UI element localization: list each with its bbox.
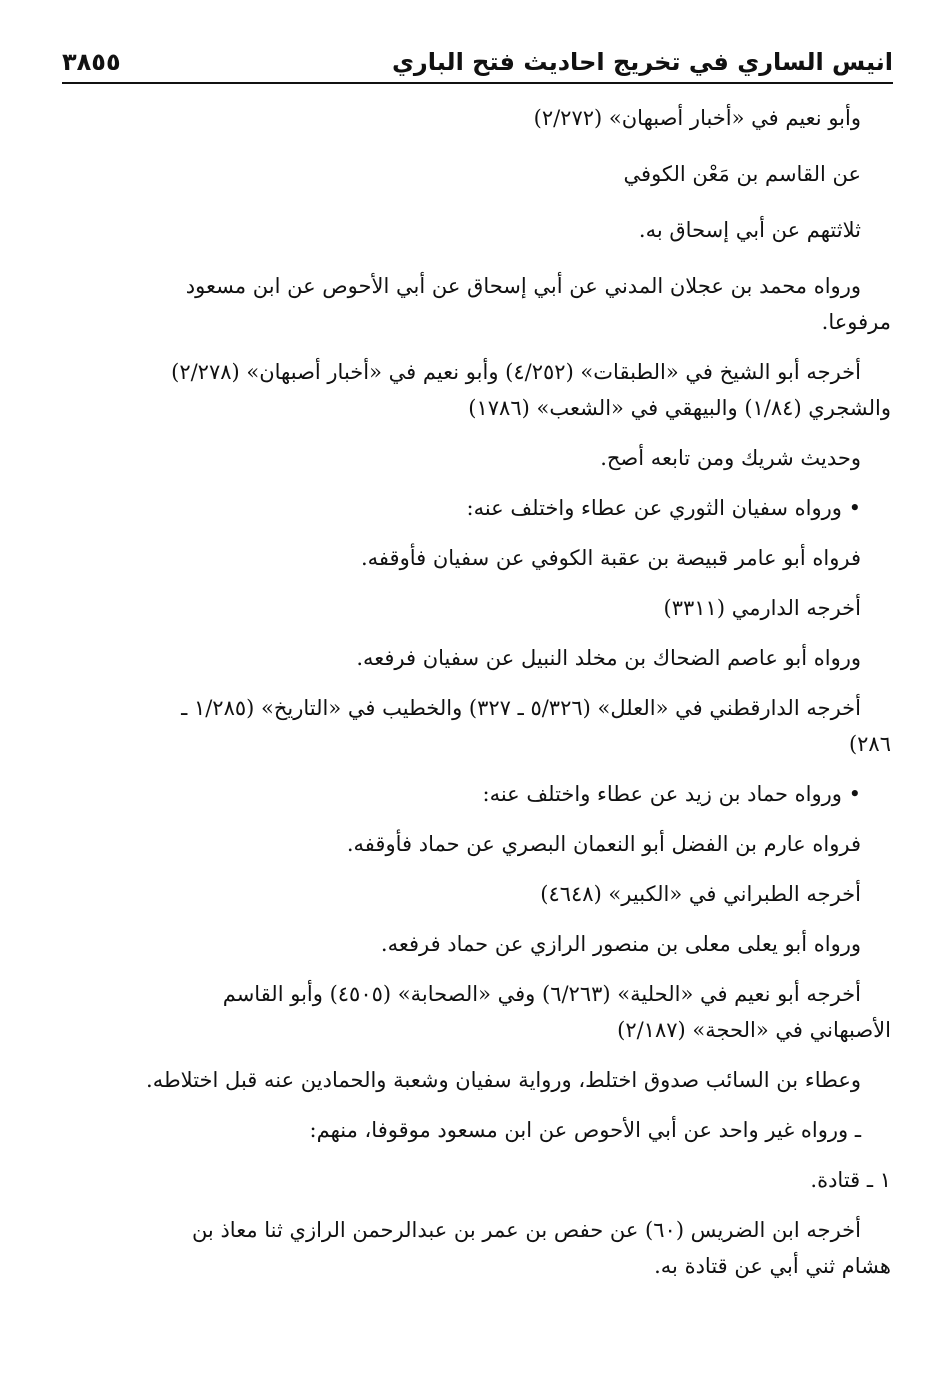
text-line: • ورواه سفيان الثوري عن عطاء واختلف عنه: (466, 496, 861, 520)
text-line: وحديث شريك ومن تابعه أصح. (600, 446, 861, 470)
page-number: ٣٨٥٥ (62, 48, 121, 76)
text-line: أخرجه الدارقطني في «العلل» (٥/٣٢٦ ـ ٣٢٧) والخطيب في «التاريخ» (١/٢٨٥ ـ (181, 696, 861, 720)
text-line: أخرجه الطبراني في «الكبير» (٤٦٤٨) (540, 882, 861, 906)
text-line: عن القاسم بن مَعْن الكوفي (623, 162, 861, 186)
text-line: أخرجه أبو نعيم في «الحلية» (٦/٢٦٣) وفي «الصحابة» (٤٥٠٥) وأبو القاسم (222, 982, 861, 1006)
text-line: ثلاثتهم عن أبي إسحاق به. (638, 218, 861, 242)
text-line: والشجري (١/٨٤) والبيهقي في «الشعب» (١٧٨٦) (468, 396, 891, 420)
running-header (62, 34, 893, 84)
text-line: • ورواه حماد بن زيد عن عطاء واختلف عنه: (482, 782, 861, 806)
text-line: فرواه أبو عامر قبيصة بن عقبة الكوفي عن سفيان فأوقفه. (360, 546, 861, 570)
text-line: ورواه أبو يعلى معلى بن منصور الرازي عن حماد فرفعه. (380, 932, 861, 956)
text-line: هشام ثني أبي عن قتادة به. (654, 1254, 891, 1278)
text-line: ورواه محمد بن عجلان المدني عن أبي إسحاق عن أبي الأحوص عن ابن مسعود (185, 274, 861, 298)
text-line: أخرجه ابن الضريس (٦٠) عن حفص بن عمر بن عبدالرحمن الرازي ثنا معاذ بن (191, 1218, 861, 1242)
text-line: الأصبهاني في «الحجة» (٢/١٨٧) (617, 1018, 891, 1042)
text-line: ٢٨٦) (848, 732, 891, 756)
text-line: فرواه عارم بن الفضل أبو النعمان البصري عن حماد فأوقفه. (346, 832, 861, 856)
text-line: مرفوعا. (821, 310, 891, 334)
text-line: ـ ورواه غير واحد عن أبي الأحوص عن ابن مسعود موقوفا، منهم: (309, 1118, 861, 1142)
text-line: وعطاء بن السائب صدوق اختلط، ورواية سفيان وشعبة والحمادين عنه قبل اختلاطه. (146, 1068, 861, 1092)
text-line: ورواه أبو عاصم الضحاك بن مخلد النبيل عن سفيان فرفعه. (356, 646, 861, 670)
list-item-heading: ١ ـ قتادة. (810, 1168, 891, 1192)
book-title: انيس الساري في تخريج احاديث فتح الباري (391, 48, 893, 76)
text-line: أخرجه أبو الشيخ في «الطبقات» (٤/٢٥٢) وأبو نعيم في «أخبار أصبهان» (٢/٢٧٨) (171, 360, 861, 384)
text-line: أخرجه الدارمي (٣٣١١) (663, 596, 861, 620)
text-line: وأبو نعيم في «أخبار أصبهان» (٢/٢٧٢) (533, 106, 861, 130)
page-body (78, 100, 891, 1284)
